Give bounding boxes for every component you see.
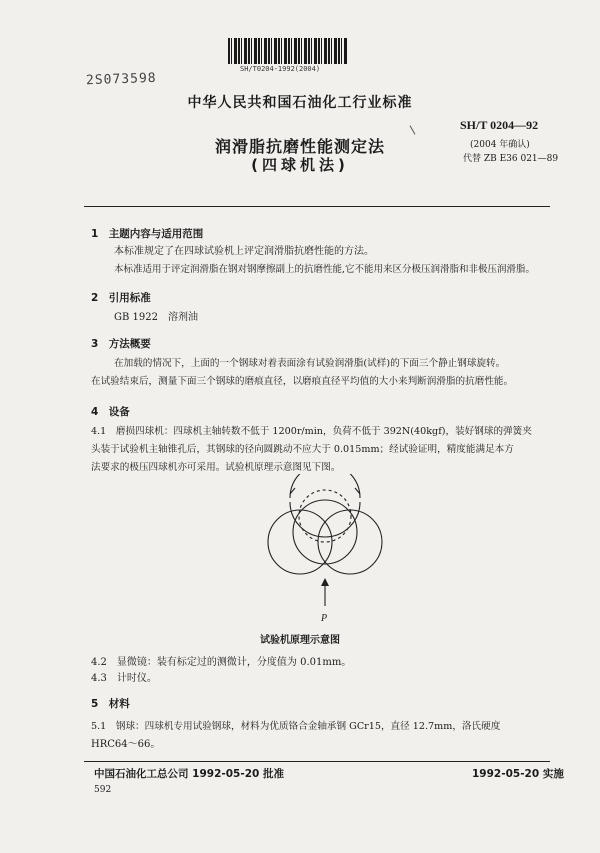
- section-1-paragraph-2: 本标准适用于评定润滑脂在钢对钢摩擦副上的抗磨性能,它不能用来区分极压润滑脂和非极压润滑脂。: [114, 264, 536, 275]
- section-3-heading: 3 方法概要: [91, 338, 151, 350]
- archive-stamp-number: 2S073598: [85, 70, 157, 89]
- standard-number: SH/T 0204—92: [460, 118, 539, 132]
- section-2-heading: 2 引用标准: [91, 292, 151, 304]
- section-1-heading: 1 主题内容与适用范围: [91, 228, 204, 240]
- four-ball-diagram: [250, 474, 400, 629]
- section-3-line-2: 在试验结束后，测量下面三个钢球的磨痕直径，以磨痕直径平均值的大小来判断润滑脂的抗磨性能。: [91, 376, 514, 387]
- lower-ball-center: [293, 500, 357, 564]
- section-3-line-1: 在加载的情况下，上面的一个钢球对着表面涂有试验润滑脂(试样)的下面三个静止钢球旋转。: [114, 358, 506, 369]
- section-5-heading: 5 材料: [91, 698, 130, 710]
- confirmation-note: (2004 年确认): [470, 140, 530, 150]
- load-label-p: P: [321, 613, 328, 624]
- clause-4-2: 4.2 显微镜：装有标定过的测微计，分度值为 0.01mm。: [91, 657, 352, 668]
- replaces-note: 代替 ZB E36 021—89: [463, 154, 559, 164]
- clause-4-1-line-1: 4.1 磨损四球机：四球机主轴转数不低于 1200r/min，负荷不低于 392N(40kgf)，装好钢球的弹簧夹: [91, 426, 532, 437]
- figure-caption: 试验机原理示意图: [260, 635, 340, 646]
- clause-4-1-line-2: 头装于试验机主轴锥孔后，其钢球的径向圆跳动不应大于 0.015mm；经试验证明，精度能满足本方: [91, 444, 514, 455]
- load-arrow-head: [321, 578, 329, 586]
- section-1-paragraph-1: 本标准规定了在四球试验机上评定润滑脂抗磨性能的方法。: [114, 246, 374, 257]
- clause-4-1-line-3: 法要求的极压四球机亦可采用。试验机原理示意图见下图。: [91, 462, 341, 473]
- document-subtitle: (四球机法): [251, 156, 349, 174]
- top-ball-hidden-outline: [299, 490, 351, 542]
- approval-note: 中国石油化工总公司 1992-05-20 批准: [94, 768, 284, 780]
- barcode: [228, 38, 348, 64]
- footer-divider: [84, 761, 550, 762]
- organization-title: 中华人民共和国石油化工行业标准: [187, 95, 413, 111]
- header-divider: [84, 206, 550, 207]
- section-2-reference: GB 1922 溶剂油: [114, 312, 198, 323]
- clause-5-1-line-1: 5.1 钢球：四球机专用试验钢球，材料为优质铬合金轴承钢 GCr15，直径 12.7mm，洛氏硬度: [91, 721, 501, 732]
- top-ball-arc: [290, 474, 360, 498]
- clause-4-3: 4.3 计时仪。: [91, 673, 157, 684]
- section-4-heading: 4 设备: [91, 406, 130, 418]
- clause-5-1-line-2: HRC64～66。: [91, 739, 161, 750]
- barcode-text: SH/T0204-1992(2004): [240, 65, 321, 73]
- document-title: 润滑脂抗磨性能测定法: [214, 137, 385, 156]
- effective-date: 1992-05-20 实施: [472, 768, 564, 780]
- page-number: 592: [94, 785, 112, 795]
